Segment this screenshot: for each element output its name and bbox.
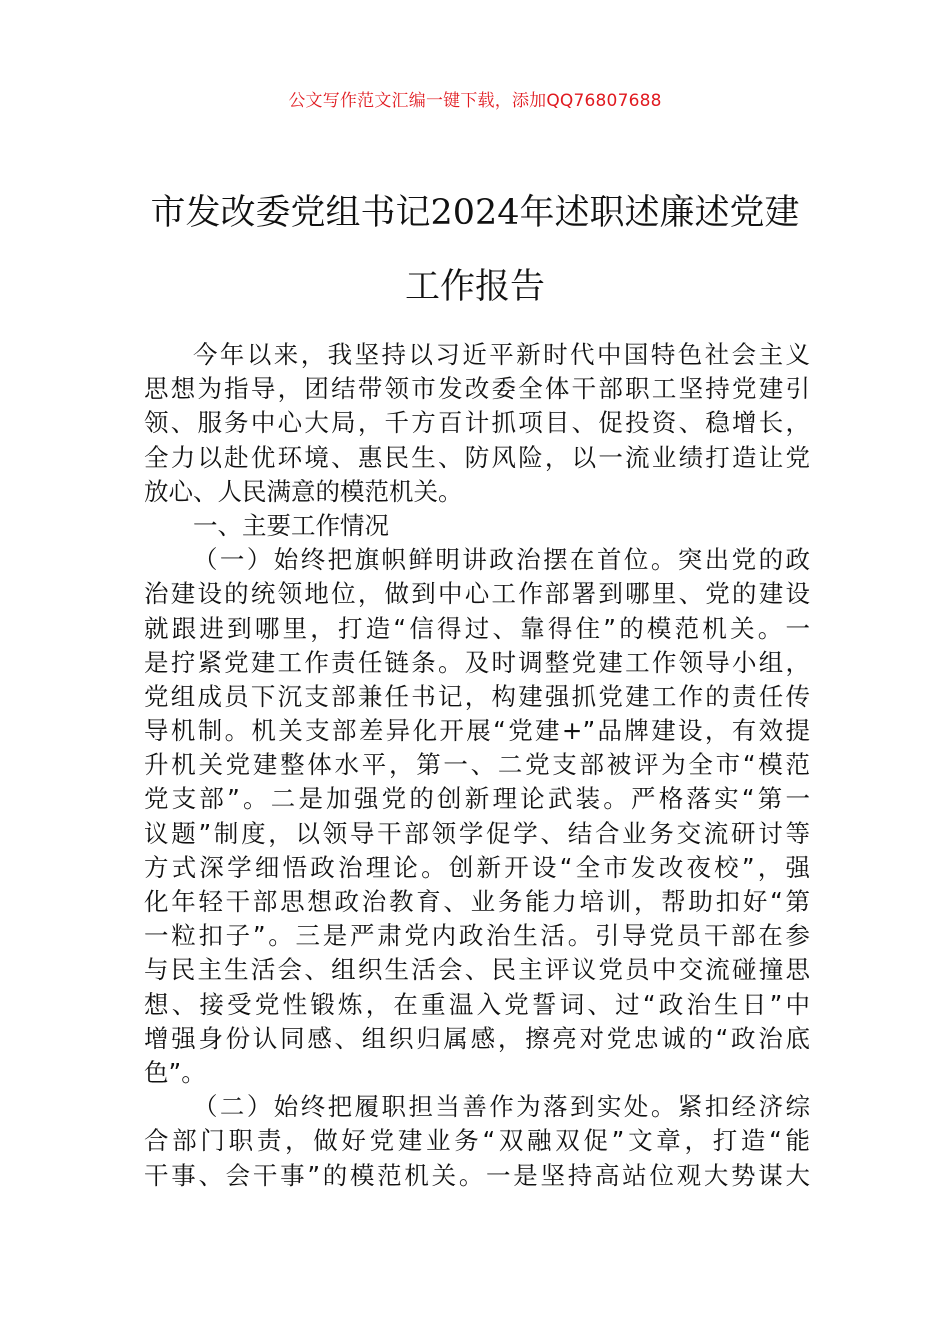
text-line: 想、接受党性锻炼，在重温入党誓词、过“政治生日”中 bbox=[144, 989, 810, 1019]
title-line-1: 市发改委党组书记2024年述职述廉述党建 bbox=[150, 193, 800, 233]
text-line: 一粒扣子”。三是严肃党内政治生活。引导党员干部在参 bbox=[144, 921, 810, 951]
text-line: 治建设的统领地位，做到中心工作部署到哪里、党的建设 bbox=[144, 579, 810, 609]
text-line: 党支部”。二是加强党的创新理论武装。严格落实“第一 bbox=[144, 784, 810, 814]
text-line: 全力以赴优环境、惠民生、防风险，以一流业绩打造让党 bbox=[144, 442, 810, 472]
text-line: 升机关党建整体水平，第一、二党支部被评为全市“模范 bbox=[144, 750, 810, 780]
text-line: （二）始终把履职担当善作为落到实处。紧扣经济综 bbox=[193, 1092, 810, 1122]
text-line: 放心、人民满意的模范机关。 bbox=[144, 476, 463, 506]
text-line: （一）始终把旗帜鲜明讲政治摆在首位。突出党的政 bbox=[193, 545, 810, 575]
text-line: 化年轻干部思想政治教育、业务能力培训，帮助扣好“第 bbox=[144, 887, 810, 916]
text-line: 今年以来，我坚持以习近平新时代中国特色社会主义 bbox=[193, 340, 810, 369]
section-heading: 一、主要工作情况 bbox=[193, 510, 389, 540]
text-line: 党组成员下沉支部兼任书记，构建强抓党建工作的责任传 bbox=[144, 681, 810, 711]
text-line: 就跟进到哪里，打造“信得过、靠得住”的模范机关。一 bbox=[144, 613, 810, 643]
text-line: 增强身份认同感、组织归属感，擦亮对党忠诚的“政治底 bbox=[144, 1023, 810, 1053]
body-text bbox=[144, 338, 810, 1193]
text-line: 议题”制度，以领导干部领学促学、结合业务交流研讨等 bbox=[144, 818, 810, 848]
text-line: 干事、会干事”的模范机关。一是坚持高站位观大势谋大 bbox=[144, 1160, 810, 1190]
text-line: 与民主生活会、组织生活会、民主评议党员中交流碰撞思 bbox=[144, 955, 810, 985]
text-line: 合部门职责，做好党建业务“双融双促”文章，打造“能 bbox=[144, 1126, 810, 1156]
document-title bbox=[80, 176, 870, 324]
title-line-2: 工作报告 bbox=[404, 267, 545, 307]
text-line: 导机制。机关支部差异化开展“党建+”品牌建设，有效提 bbox=[144, 716, 810, 746]
text-line: 方式深学细悟政治理论。创新开设“全市发改夜校”，强 bbox=[144, 852, 810, 882]
text-line: 思想为指导，团结带领市发改委全体干部职工坚持党建引 bbox=[144, 374, 810, 404]
text-line: 色”。 bbox=[144, 1057, 206, 1087]
text-line: 领、服务中心大局，千方百计抓项目、促投资、稳增长， bbox=[144, 408, 810, 438]
download-banner[interactable]: 公文写作范文汇编一键下载，添加QQ76807688 bbox=[288, 91, 662, 111]
text-line: 是拧紧党建工作责任链条。及时调整党建工作领导小组， bbox=[144, 647, 810, 677]
